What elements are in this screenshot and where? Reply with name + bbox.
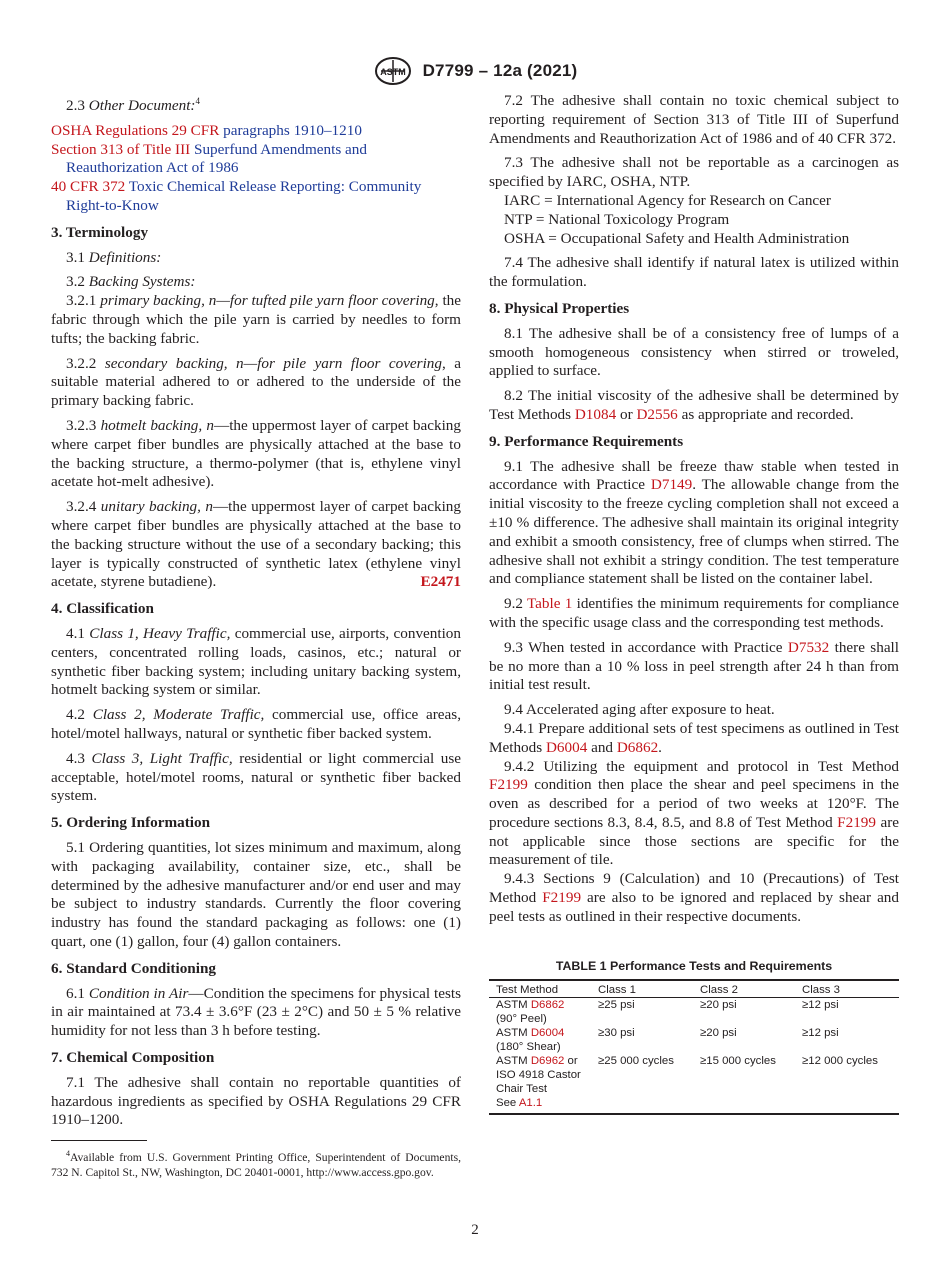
class2-cell: ≥20 psi — [700, 1027, 737, 1040]
section-9-1: 9.1 The adhesive shall be freeze thaw stable when tested in accordance with Practice D7149. The allowable change from the initial viscosity to the freeze cycling completion shall not exceed a ±10 % difference. The adhesive shall maintain its original integrity and exhibit a smooth consistency, free of clumps when stirred. The adhesive shall not exhibit a stringy condition. The test temperature and compliance statement shall be listed on the container label. — [489, 457, 899, 588]
col-header: Class 1 — [591, 980, 693, 998]
class3-cell: ≥12 000 cycles — [795, 1054, 899, 1114]
class2-cell: ≥15 000 cycles — [693, 1054, 795, 1114]
section-7-4: 7.4 The adhesive shall identify if natural latex is utilized within the formulation. — [489, 254, 899, 291]
section-3-2-2: 3.2.2 secondary backing, n—for pile yarn floor covering, a suitable material adhered to or adhered to the underside of the primary backing fabric. — [51, 354, 461, 410]
ref-link[interactable]: F2199 — [489, 776, 528, 794]
table-row — [489, 1026, 899, 1054]
page-number: 2 — [471, 1222, 479, 1238]
abbrev-iarc: IARC = International Agency for Research on Cancer — [504, 191, 831, 209]
page-header — [0, 56, 950, 86]
section-4-3: 4.3 Class 3, Light Traffic, residential or light commercial use acceptable, hotel/motel rooms, natural or synthetic fiber backed system. — [51, 749, 461, 805]
svg-text:ASTM: ASTM — [379, 67, 406, 77]
class1-cell: ≥25 000 cycles — [591, 1054, 693, 1114]
ref-link[interactable]: E2471 — [420, 573, 461, 591]
ref-link[interactable]: Table 1 — [526, 595, 573, 613]
section-3-2: 3.2 Backing Systems: — [66, 273, 196, 291]
ref-link[interactable]: A1.1 — [518, 1097, 543, 1110]
ref-link[interactable]: D6862 — [616, 738, 659, 756]
section-5-1: 5.1 Ordering quantities, lot sizes minimum and maximum, along with packaging availability, container size, etc., shall be determined by the adhesive manufacturer and/or end user and may be subject to industry standards. Currently the floor covering industry has found the standard packaging as follows: one (1) quart, one (1) gallon, four (4) gallon containers. — [51, 838, 462, 950]
ref-link[interactable]: D2556 — [636, 405, 678, 423]
col-header: Test Method — [489, 980, 591, 998]
section-8-title: 8. Physical Properties — [489, 299, 630, 317]
performance-table — [489, 979, 899, 1115]
abbrev-osha: OSHA = Occupational Safety and Health Administration — [504, 229, 850, 247]
left-column — [51, 92, 461, 1186]
footnote-rule — [51, 1140, 147, 1141]
section-9-4: 9.4 Accelerated aging after exposure to heat. — [504, 701, 775, 719]
section-4-title: 4. Classification — [51, 600, 154, 618]
ref-link[interactable]: D6962 — [530, 1055, 565, 1068]
designation: D7799 – 12a (2021) — [422, 61, 578, 80]
ref-link[interactable]: D1084 — [574, 405, 617, 423]
section-6-1: 6.1 Condition in Air—Condition the specimens for physical tests in air maintained at 73.4 ± 3.6°F (23 ± 2°C) and 50 ± 5 % relative humidity for not less than 3 h before testing. — [51, 984, 461, 1040]
class3-cell: ≥12 psi — [802, 999, 839, 1012]
class3-cell: ≥12 psi — [802, 1027, 839, 1040]
astm-logo-icon — [373, 56, 413, 86]
right-column — [489, 92, 899, 1115]
section-3-2-4: 3.2.4 unitary backing, n—the uppermost layer of carpet backing where carpet fiber bundles are physically attached at the base to the backing structure without the use of a secondary backing; this layer is typically constructed of synthetic latex (ethylene vinyl acetate, styrene butadiene). E2471 — [51, 498, 461, 591]
ref-link[interactable]: Section 313 of Title III — [51, 140, 191, 158]
ref-link[interactable]: D6862 — [530, 999, 565, 1012]
section-5-title: 5. Ordering Information — [51, 814, 211, 832]
test-method-cell: ASTM D6962 or ISO 4918 Castor Chair Test See A1.1 — [489, 1054, 591, 1114]
section-3-2-1: 3.2.1 primary backing, n—for tufted pile yarn floor covering, the fabric through which the pile yarn is carried by needles to form tufts; the backing fabric. — [51, 292, 461, 347]
section-9-3: 9.3 When tested in accordance with Practice D7532 there shall be no more than a 10 % loss in peel strength after 24 h than from initial test result. — [489, 638, 899, 694]
table-title: TABLE 1 Performance Tests and Requirements — [555, 958, 833, 973]
footnote-4: $^4$Available from U.S. Government Printing Office, Superintendent of Documents, 732 N. Capitol St., NW, Washington, DC 20401-0001, http://www.access.gpo.gov. — [51, 1149, 461, 1179]
ref-link[interactable]: F2199 — [837, 813, 876, 831]
section-3-2-3: 3.2.3 hotmelt backing, n—the uppermost layer of carpet backing where carpet fiber bundles are physically attached at the base to the backing structure, a thermo-polymer (that is, ethylene vinyl acetate hot-melt adhesive). — [51, 417, 461, 491]
section-9-4-1: 9.4.1 Prepare additional sets of test specimens as outlined in Test Methods D6004 and D6862. — [489, 719, 900, 756]
section-4-1: 4.1 Class 1, Heavy Traffic, commercial use, airports, convention centers, concentrated rolling loads, casinos, etc.; natural or synthetic fiber backing system; including unitary backing system, hotmelt backing system or similar. — [51, 624, 461, 699]
section-7-2: 7.2 The adhesive shall contain no toxic chemical subject to reporting requirement of Section 313 of Title III of Superfund Amendments and Reauthorization Act of 1986 and of 40 CFR 372. — [489, 92, 899, 147]
table-header-row — [489, 980, 899, 998]
table-row — [489, 1054, 899, 1114]
class2-cell: ≥20 psi — [700, 999, 737, 1012]
table-row — [489, 998, 899, 1027]
section-7-3: 7.3 The adhesive shall not be reportable as a carcinogen as specified by IARC, OSHA, NTP. — [489, 154, 899, 191]
class1-cell: ≥30 psi — [598, 1027, 635, 1040]
ref-link[interactable]: D6004 — [545, 738, 588, 756]
section-7-1: 7.1 The adhesive shall contain no reportable quantities of hazardous ingredients as specified by OSHA Regulations 29 CFR 1910–1200. — [51, 1073, 461, 1129]
ref-link[interactable]: 40 CFR 372 — [51, 178, 126, 196]
class1-cell: ≥25 psi — [598, 999, 635, 1012]
ref-link[interactable]: D7149 — [650, 476, 693, 494]
ref-link[interactable]: D6004 — [530, 1027, 565, 1040]
section-2-3: 2.3 Other Document:$^4$ — [66, 96, 200, 115]
section-8-2: 8.2 The initial viscosity of the adhesive shall be determined by Test Methods D1084 or D2556 as appropriate and recorded. — [489, 387, 899, 423]
section-9-2: 9.2 Table 1 identifies the minimum requirements for compliance with the specific usage class and the corresponding test methods. — [489, 595, 900, 631]
ref-section-313: Section 313 of Title III Superfund Amendments and Reauthorization Act of 1986 — [51, 140, 367, 177]
col-header: Class 3 — [795, 980, 899, 998]
ref-link[interactable]: D7532 — [787, 638, 830, 656]
ref-40cfr372: 40 CFR 372 Toxic Chemical Release Reporting: Community Right-to-Know — [51, 178, 422, 215]
section-9-title: 9. Performance Requirements — [489, 432, 684, 450]
section-3-1: 3.1 Definitions: — [66, 248, 162, 266]
col-header: Class 2 — [693, 980, 795, 998]
section-9-4-3: 9.4.3 Sections 9 (Calculation) and 10 (Precautions) of Test Method F2199 are also to be ignored and replaced by shear and peel tests as outlined in their respective documents. — [489, 870, 899, 925]
section-3-title: 3. Terminology — [51, 223, 149, 241]
section-7-title: 7. Chemical Composition — [51, 1048, 215, 1066]
test-method-cell: ASTM D6004 (180° Shear) — [496, 1027, 565, 1054]
test-method-cell: ASTM D6862 (90° Peel) — [496, 999, 565, 1026]
ref-link[interactable]: OSHA Regulations 29 CFR — [51, 121, 220, 139]
ref-osha: OSHA Regulations 29 CFR paragraphs 1910–1210 — [51, 121, 362, 139]
abbrev-ntp: NTP = National Toxicology Program — [504, 210, 730, 228]
section-6-title: 6. Standard Conditioning — [51, 959, 217, 977]
section-4-2: 4.2 Class 2, Moderate Traffic, commercial use, office areas, hotel/motel hallways, natural or synthetic fiber backed system. — [51, 706, 461, 742]
ref-link[interactable]: F2199 — [542, 889, 582, 907]
section-9-4-2: 9.4.2 Utilizing the equipment and protocol in Test Method F2199 condition then place the shear and peel specimens in the oven as described for a period of two weeks at 120°F. The procedure sections 8.3, 8.4, 8.5, and 8.8 of Test Method F2199 are not applicable since those sections are specific for the measurement of tile. — [489, 757, 900, 869]
section-8-1: 8.1 The adhesive shall be of a consistency free of lumps of a smooth homogeneous consistency when stirred or troweled, applied to surface. — [489, 324, 899, 380]
